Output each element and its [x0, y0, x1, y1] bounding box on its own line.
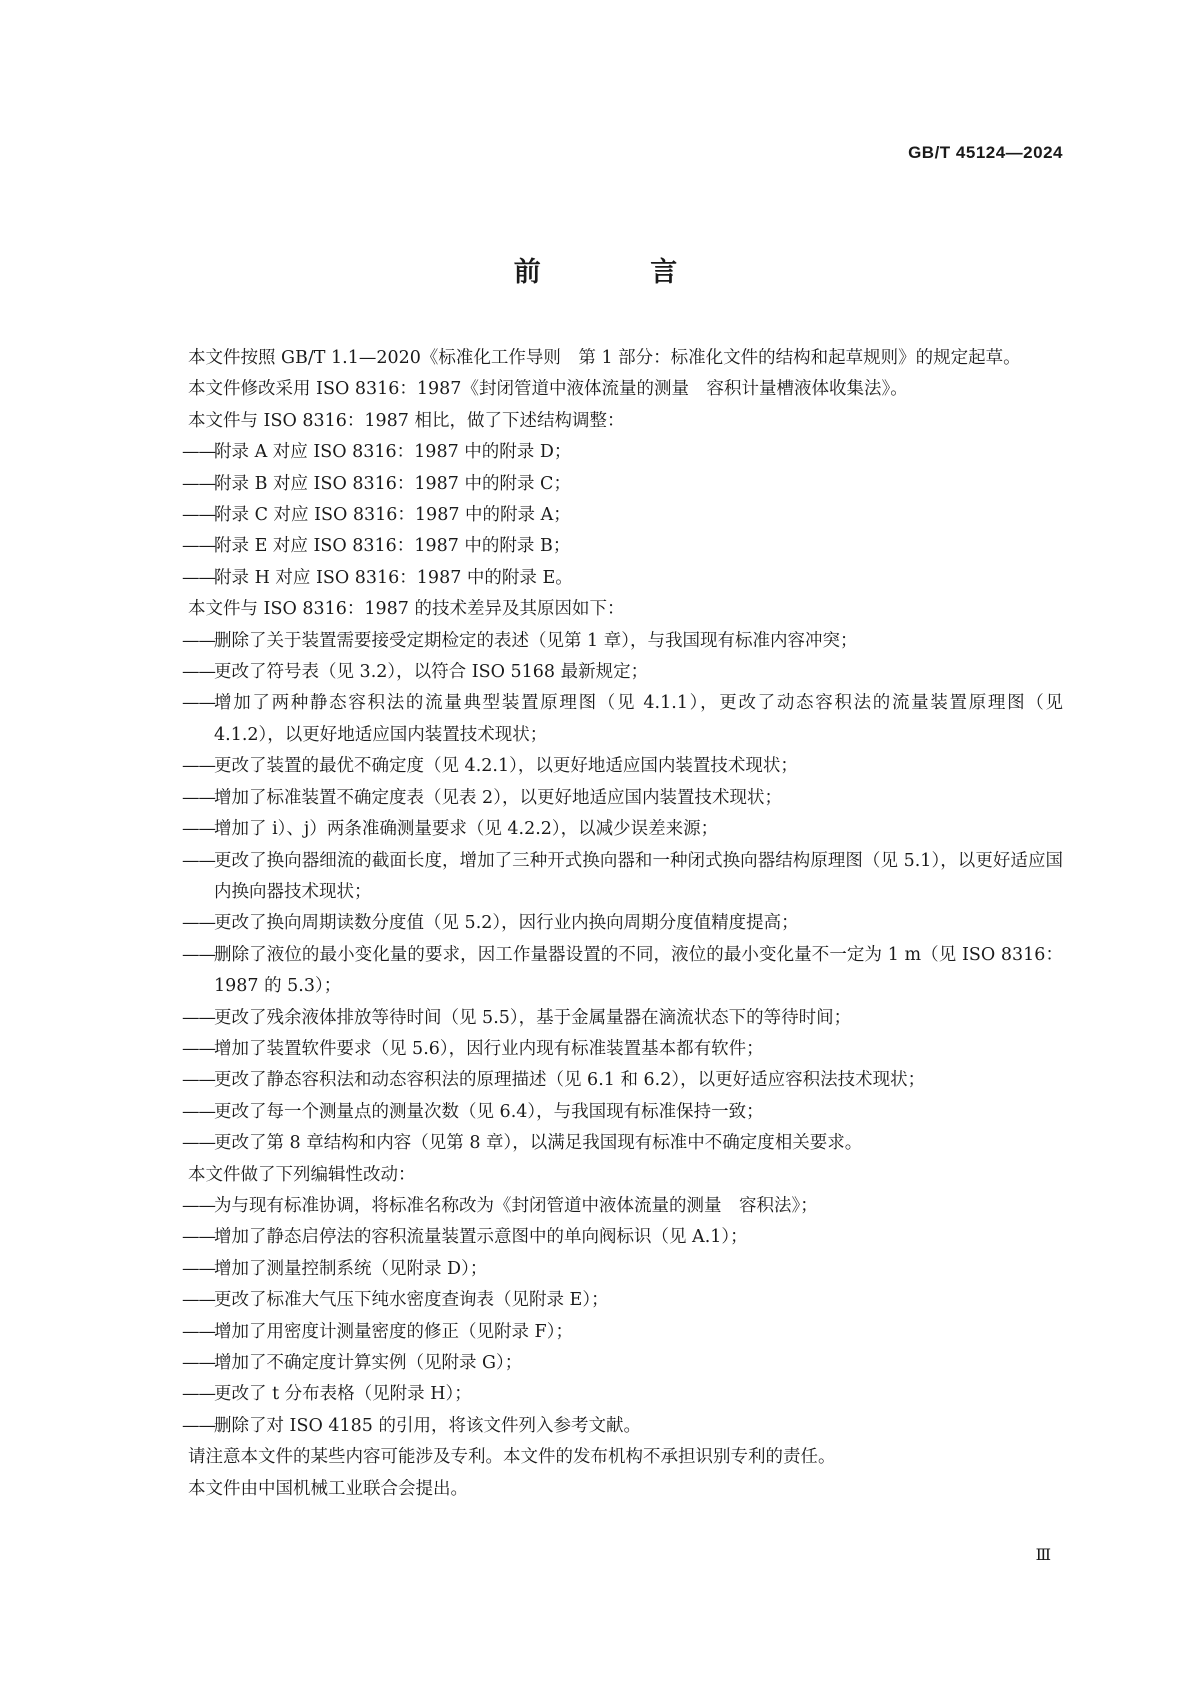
list-item: —— 更改了残余液体排放等待时间（见 5.5），基于金属量器在滴流状态下的等待时间； — [145, 1003, 1063, 1034]
list-item: —— 增加了 i）、j）两条准确测量要求（见 4.2.2），以减少误差来源； — [145, 814, 1063, 845]
dash-marker: —— — [182, 787, 215, 808]
standard-code: GB/T 45124—2024 — [908, 143, 1063, 162]
dash-marker: —— — [182, 1227, 215, 1248]
list-item: —— 更改了换向器细流的截面长度，增加了三种开式换向器和一种闭式换向器结构原理图（见 5.1），以更好适应国内换向器技术现状； — [145, 846, 1063, 909]
dash-marker: —— — [182, 1321, 215, 1342]
dash-marker: —— — [182, 1070, 215, 1091]
dash-marker: —— — [182, 1101, 215, 1122]
dash-marker: —— — [182, 1353, 215, 1373]
paragraph-tech-intro: 本文件与 ISO 8316：1987 的技术差异及其原因如下： — [188, 599, 625, 620]
dash-marker: —— — [182, 536, 215, 557]
dash-marker: —— — [182, 944, 215, 965]
list-item: —— 更改了换向周期读数分度值（见 5.2），因行业内换向周期分度值精度提高； — [145, 908, 1063, 939]
paragraph-proposer: 本文件由中国机械工业联合会提出。 — [188, 1478, 468, 1499]
list-item: —— 删除了关于装置需要接受定期检定的表述（见第 1 章），与我国现有标准内容冲突； — [145, 626, 1063, 657]
dash-marker: —— — [182, 1290, 215, 1311]
paragraph-structure-intro: 本文件与 ISO 8316：1987 相比，做了下述结构调整： — [188, 410, 625, 431]
foreword-body — [145, 343, 1063, 1505]
dash-marker: —— — [182, 1384, 215, 1405]
dash-marker: —— — [182, 913, 215, 934]
list-item: —— 增加了测量控制系统（见附录 D）； — [145, 1254, 1063, 1285]
dash-marker: —— — [182, 1415, 215, 1436]
paragraph-patent-notice: 请注意本文件的某些内容可能涉及专利。本文件的发布机构不承担识别专利的责任。 — [188, 1447, 836, 1468]
paragraph-adoption: 本文件修改采用 ISO 8316：1987《封闭管道中液体流量的测量 容积计量槽液体收集法》。 — [188, 379, 908, 400]
dash-marker: —— — [182, 1133, 215, 1154]
list-item: —— 增加了静态启停法的容积流量装置示意图中的单向阀标识（见 A.1）； — [145, 1222, 1063, 1253]
list-item: —— 删除了液位的最小变化量的要求，因工作量器设置的不同，液位的最小变化量不一定为 1 m（见 ISO 8316：1987 的 5.3）； — [145, 940, 1063, 1003]
dash-marker: —— — [182, 662, 215, 683]
paragraph-edit-intro: 本文件做了下列编辑性改动： — [188, 1164, 416, 1185]
dash-marker: —— — [182, 505, 215, 526]
page-number: Ⅲ — [1035, 1545, 1051, 1564]
list-item: —— 增加了标准装置不确定度表（见表 2），以更好地适应国内装置技术现状； — [145, 783, 1063, 814]
dash-marker: —— — [182, 850, 215, 871]
list-item: —— 增加了两种静态容积法的流量典型装置原理图（见 4.1.1），更改了动态容积法的流量装置原理图（见 4.1.2），以更好地适应国内装置技术现状； — [145, 688, 1063, 751]
list-item: —— 更改了每一个测量点的测量次数（见 6.4），与我国现有标准保持一致； — [145, 1097, 1063, 1128]
list-item: —— 附录 H 对应 ISO 8316：1987 中的附录 E。 — [145, 563, 1063, 594]
dash-marker: —— — [182, 442, 215, 463]
list-item: —— 附录 C 对应 ISO 8316：1987 中的附录 A； — [145, 500, 1063, 531]
list-item: —— 更改了第 8 章结构和内容（见第 8 章），以满足我国现有标准中不确定度相关要求。 — [145, 1128, 1063, 1159]
dash-marker: —— — [182, 1258, 215, 1279]
list-item: —— 更改了符号表（见 3.2），以符合 ISO 5168 最新规定； — [145, 657, 1063, 688]
list-item: —— 附录 A 对应 ISO 8316：1987 中的附录 D； — [145, 437, 1063, 468]
list-item: —— 更改了装置的最优不确定度（见 4.2.1），以更好地适应国内装置技术现状； — [145, 751, 1063, 782]
dash-marker: —— — [182, 693, 215, 714]
dash-marker: —— — [182, 473, 215, 494]
list-item: —— 增加了不确定度计算实例（见附录 G）； — [145, 1348, 1063, 1379]
list-item: —— 增加了用密度计测量密度的修正（见附录 F）； — [145, 1317, 1063, 1348]
list-item: —— 附录 B 对应 ISO 8316：1987 中的附录 C； — [145, 469, 1063, 500]
dash-marker: —— — [182, 1038, 215, 1059]
paragraph-drafting-rules: 本文件按照 GB/T 1.1—2020《标准化工作导则 第 1 部分：标准化文件的结构和起草规则》的规定起草。 — [188, 348, 1021, 368]
dash-marker: —— — [182, 567, 215, 588]
list-item: —— 附录 E 对应 ISO 8316：1987 中的附录 B； — [145, 531, 1063, 562]
list-item: —— 删除了对 ISO 4185 的引用，将该文件列入参考文献。 — [145, 1411, 1063, 1442]
list-item: —— 更改了 t 分布表格（见附录 H）； — [145, 1379, 1063, 1410]
dash-marker: —— — [182, 630, 215, 651]
list-item: —— 为与现有标准协调，将标准名称改为《封闭管道中液体流量的测量 容积法》； — [145, 1191, 1063, 1222]
dash-marker: —— — [182, 1007, 215, 1028]
list-item: —— 更改了标准大气压下纯水密度查询表（见附录 E）； — [145, 1285, 1063, 1316]
dash-marker: —— — [182, 756, 215, 777]
dash-marker: —— — [182, 1195, 215, 1216]
dash-marker: —— — [182, 819, 215, 840]
list-item: —— 更改了静态容积法和动态容积法的原理描述（见 6.1 和 6.2），以更好适应容积法技术现状； — [145, 1065, 1063, 1096]
list-item: —— 增加了装置软件要求（见 5.6），因行业内现有标准装置基本都有软件； — [145, 1034, 1063, 1065]
page-title: 前 言 — [513, 257, 728, 288]
